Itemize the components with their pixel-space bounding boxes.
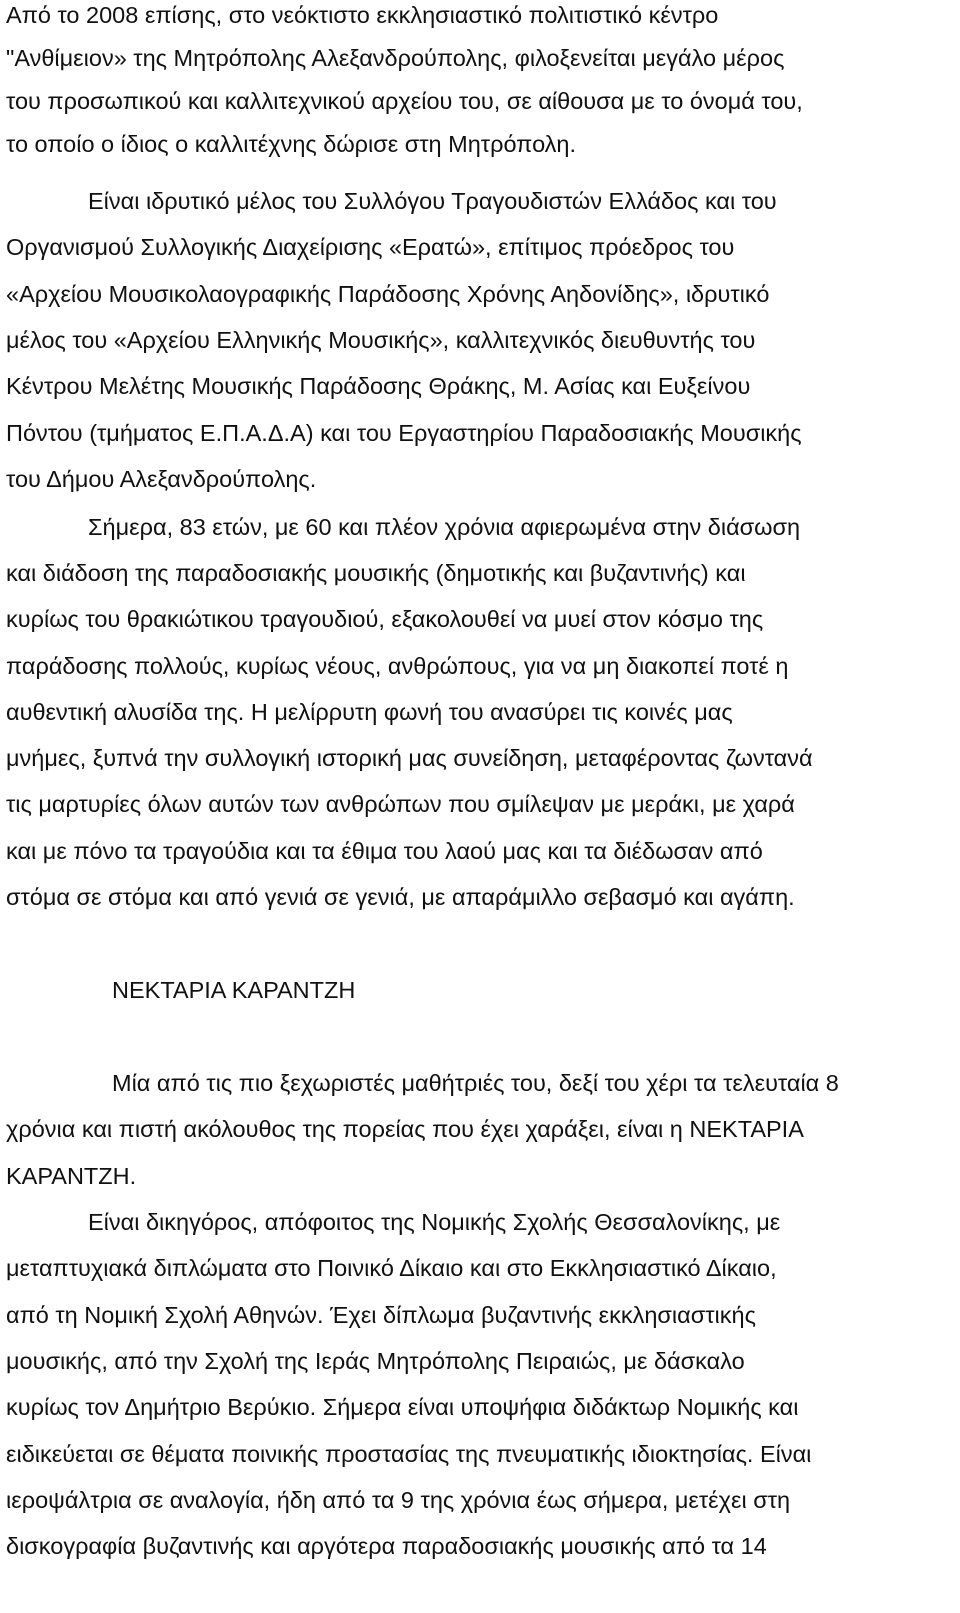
paragraph-2-line-1: Είναι ιδρυτικό μέλος του Συλλόγου Τραγουδιστών Ελλάδος και του (88, 188, 777, 214)
paragraph-5-line-5: κυρίως τον Δημήτριο Βερύκιο. Σήμερα είναι υποψήφια διδάκτωρ Νομικής και (6, 1394, 799, 1420)
paragraph-2-line-2: Οργανισμού Συλλογικής Διαχείρισης «Ερατώ», επίτιμος πρόεδρος του (6, 234, 735, 260)
paragraph-5-line-4: μουσικής, από την Σχολή της Ιεράς Μητρόπολης Πειραιώς, με δάσκαλο (6, 1348, 745, 1374)
paragraph-1-line-4: το οποίο ο ίδιος ο καλλιτέχνης δώρισε στη Μητρόπολη. (6, 131, 577, 157)
paragraph-3-line-7: τις μαρτυρίες όλων αυτών των ανθρώπων που σμίλεψαν με μεράκι, με χαρά (6, 791, 795, 817)
paragraph-4-line-3: ΚΑΡΑΝΤΖΗ. (6, 1163, 137, 1189)
paragraph-2-line-4: μέλος του «Αρχείου Ελληνικής Μουσικής», καλλιτεχνικός διευθυντής του (6, 327, 756, 353)
paragraph-3-line-6: μνήμες, ξυπνά την συλλογική ιστορική μας συνείδηση, μεταφέροντας ζωντανά (6, 745, 813, 771)
paragraph-3-line-3: κυρίως του θρακιώτικου τραγουδιού, εξακολουθεί να μυεί στον κόσμο της (6, 606, 764, 632)
paragraph-2-line-5: Κέντρου Μελέτης Μουσικής Παράδοσης Θράκης, Μ. Ασίας και Ευξείνου (6, 373, 751, 399)
paragraph-5-line-8: δισκογραφία βυζαντινής και αργότερα παραδοσιακής μουσικής από τα 14 (6, 1533, 767, 1559)
paragraph-5-line-6: ειδικεύεται σε θέματα ποινικής προστασίας της πνευματικής ιδιοκτησίας. Είναι (6, 1441, 812, 1467)
paragraph-3-line-8: και με πόνο τα τραγούδια και τα έθιμα του λαού μας και τα διέδωσαν από (6, 838, 763, 864)
paragraph-3-line-9: στόμα σε στόμα και από γενιά σε γενιά, με απαράμιλλο σεβασμό και αγάπη. (6, 884, 795, 910)
paragraph-2-line-7: του Δήμου Αλεξανδρούπολης. (6, 466, 317, 492)
paragraph-5-line-3: από τη Νομική Σχολή Αθηνών. Έχει δίπλωμα βυζαντινής εκκλησιαστικής (6, 1302, 756, 1328)
paragraph-2-line-3: «Αρχείου Μουσικολαογραφικής Παράδοσης Χρόνης Αηδονίδης», ιδρυτικό (6, 281, 770, 307)
paragraph-5-line-7: ιεροψάλτρια σε αναλογία, ήδη από τα 9 της χρόνια έως σήμερα, μετέχει στη (6, 1487, 791, 1513)
paragraph-5-line-1: Είναι δικηγόρος, απόφοιτος της Νομικής Σχολής Θεσσαλονίκης, με (88, 1209, 781, 1235)
paragraph-2-line-6: Πόντου (τμήματος Ε.Π.Α.Δ.Α) και του Εργαστηρίου Παραδοσιακής Μουσικής (6, 420, 802, 446)
paragraph-1-line-1: Από το 2008 επίσης, στο νεόκτιστο εκκλησιαστικό πολιτιστικό κέντρο (6, 2, 719, 28)
paragraph-3-line-4: παράδοσης πολλούς, κυρίως νέους, ανθρώπους, για να μη διακοπεί ποτέ η (6, 653, 789, 679)
paragraph-3-line-1: Σήμερα, 83 ετών, με 60 και πλέον χρόνια αφιερωμένα στην διάσωση (88, 514, 801, 540)
paragraph-4-line-2: χρόνια και πιστή ακόλουθος της πορείας που έχει χαράξει, είναι η ΝΕΚΤΑΡΙΑ (6, 1116, 804, 1142)
paragraph-4-line-1: Μία από τις πιο ξεχωριστές μαθήτριές του, δεξί του χέρι τα τελευταία 8 (112, 1070, 839, 1096)
paragraph-5-line-2: μεταπτυχιακά διπλώματα στο Ποινικό Δίκαιο και στο Εκκλησιαστικό Δίκαιο, (6, 1255, 777, 1281)
paragraph-1-line-3: του προσωπικού και καλλιτεχνικού αρχείου του, σε αίθουσα με το όνομά του, (6, 88, 803, 114)
section-heading: ΝΕΚΤΑΡΙΑ ΚΑΡΑΝΤΖΗ (112, 977, 356, 1003)
paragraph-3-line-5: αυθεντική αλυσίδα της. Η μελίρρυτη φωνή του ανασύρει τις κοινές μας (6, 699, 733, 725)
paragraph-3-line-2: και διάδοση της παραδοσιακής μουσικής (δημοτικής και βυζαντινής) και (6, 560, 746, 586)
paragraph-1-line-2: "Ανθίμειον» της Μητρόπολης Αλεξανδρούπολης, φιλοξενείται μεγάλο μέρος (6, 45, 785, 71)
